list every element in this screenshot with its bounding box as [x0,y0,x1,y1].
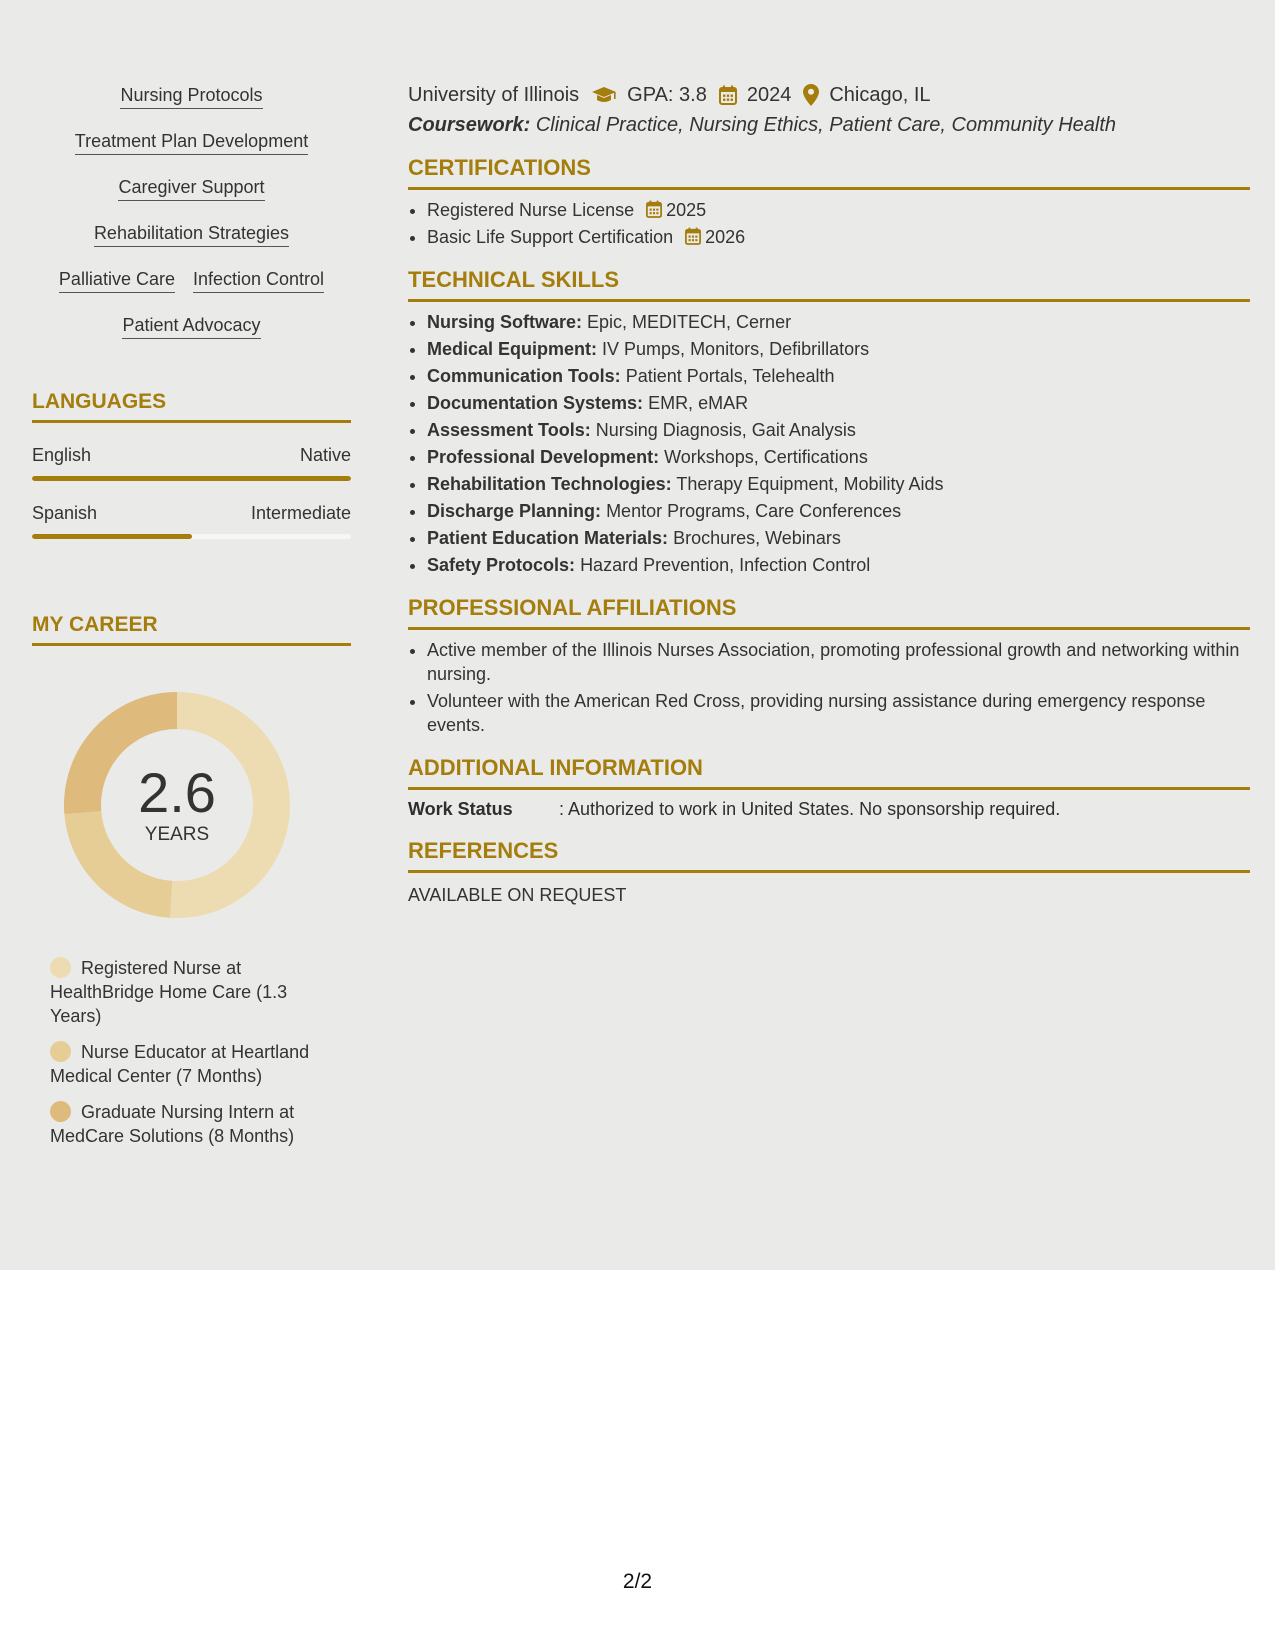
affiliations-heading: PROFESSIONAL AFFILIATIONS [408,595,1250,630]
certification-name: Registered Nurse License [427,200,635,220]
career-legend [50,956,330,1148]
certifications-list [408,198,1250,249]
work-status-label: Work Status [408,799,513,819]
skill-category: Medical Equipment: [427,339,598,359]
certification-item [427,198,1250,222]
skill-values: Mentor Programs, Care Conferences [606,501,902,521]
language-item [32,503,351,539]
languages-section [32,390,351,539]
language-item [32,445,351,481]
skill-values: Brochures, Webinars [673,528,841,548]
skill-category: Communication Tools: [427,366,621,386]
skill-tag: Rehabilitation Strategies [94,222,289,247]
page-number: 2/2 [622,1570,653,1593]
affiliations-list [408,638,1250,737]
skill-tags [32,84,351,360]
certification-item [427,225,1250,249]
career-section [32,613,351,1148]
certification-year: 2025 [666,200,707,220]
skill-values: Nursing Diagnosis, Gait Analysis [595,420,856,440]
skill-category: Documentation Systems: [427,393,644,413]
skill-values: Hazard Prevention, Infection Control [580,555,871,575]
skill-tag: Patient Advocacy [122,314,260,339]
affiliation-item: • Volunteer with the American Red Cross, providing nursing assistance during emergency response events. [427,689,1250,737]
technical-skill-item [427,526,1250,550]
coursework-label: Coursework: [408,114,531,136]
graduation-cap-icon [591,85,617,105]
certification-name: Basic Life Support Certification [427,227,674,247]
skill-category: Rehabilitation Technologies: [427,474,672,494]
skill-tag: Palliative Care [59,268,175,293]
skill-values: Patient Portals, Telehealth [625,366,835,386]
location: Chicago, IL [829,83,931,106]
technical-skill-item [427,553,1250,577]
work-status-row [408,799,1250,820]
work-status-value: : Authorized to work in United States. No sponsorship required. [559,799,1061,819]
career-total-unit: YEARS [144,824,210,845]
additional-info-heading: ADDITIONAL INFORMATION [408,755,1250,790]
references-heading: REFERENCES [408,838,1250,873]
right-column [408,80,1250,906]
skill-tag: Treatment Plan Development [75,130,308,155]
skill-values: IV Pumps, Monitors, Defibrillators [602,339,870,359]
references-text: AVAILABLE ON REQUEST [408,885,627,905]
certifications-heading: CERTIFICATIONS [408,155,1250,190]
language-level: Intermediate [250,503,351,523]
education-line [408,80,1250,110]
language-proficiency-bar [32,476,351,481]
technical-skills-list [408,310,1250,577]
technical-skill-item [427,310,1250,334]
school-name: University of Illinois [408,83,580,106]
gpa: GPA: 3.8 [627,83,707,106]
skill-tag: Caregiver Support [118,176,264,201]
skill-values: EMR, eMAR [648,393,749,413]
calendar-icon [719,85,737,105]
technical-skills-heading: TECHNICAL SKILLS [408,267,1250,302]
legend-label: Nurse Educator at Heartland Medical Center (7 Months) [50,1042,310,1086]
legend-swatch [50,957,71,978]
legend-item [50,1040,330,1088]
certification-year: 2026 [705,227,746,247]
legend-swatch [50,1101,71,1122]
skill-values: Workshops, Certifications [664,447,868,467]
coursework-list: Clinical Practice, Nursing Ethics, Patient Care, Community Health [535,114,1117,136]
language-name: English [32,445,92,465]
skill-category: Nursing Software: [427,312,583,332]
map-pin-icon [803,84,819,106]
left-column [32,84,351,1160]
language-proficiency-fill [32,534,192,539]
calendar-icon [646,200,662,218]
legend-item [50,1100,330,1148]
skill-category: Professional Development: [427,447,660,467]
legend-label: Registered Nurse at HealthBridge Home Care (1.3 Years) [50,958,288,1026]
career-donut-chart [62,690,292,920]
skill-category: Discharge Planning: [427,501,602,521]
languages-heading: LANGUAGES [32,390,351,423]
skill-tag: Nursing Protocols [120,84,262,109]
technical-skill-item [427,472,1250,496]
technical-skill-item [427,364,1250,388]
calendar-icon [685,227,701,245]
career-heading: MY CAREER [32,613,351,646]
language-name: Spanish [32,503,98,523]
skill-values: Epic, MEDITECH, Cerner [587,312,792,332]
language-proficiency-fill [32,476,351,481]
technical-skill-item [427,445,1250,469]
skill-values: Therapy Equipment, Mobility Aids [676,474,944,494]
legend-item [50,956,330,1028]
language-level: Native [299,445,351,465]
graduation-year: 2024 [746,83,792,106]
technical-skill-item [427,391,1250,415]
legend-swatch [50,1041,71,1062]
affiliation-item: • Active member of the Illinois Nurses Association, promoting professional growth and networking within nursing. [427,638,1250,686]
skill-category: Assessment Tools: [427,420,591,440]
coursework [408,114,1250,137]
legend-label: Graduate Nursing Intern at MedCare Solutions (8 Months) [50,1102,295,1146]
skill-category: Patient Education Materials: [427,528,669,548]
skill-tag: Infection Control [193,268,324,293]
career-total-value: 2.6 [138,761,216,824]
technical-skill-item [427,499,1250,523]
technical-skill-item [427,337,1250,361]
technical-skill-item [427,418,1250,442]
skill-category: Safety Protocols: [427,555,576,575]
language-proficiency-bar [32,534,351,539]
